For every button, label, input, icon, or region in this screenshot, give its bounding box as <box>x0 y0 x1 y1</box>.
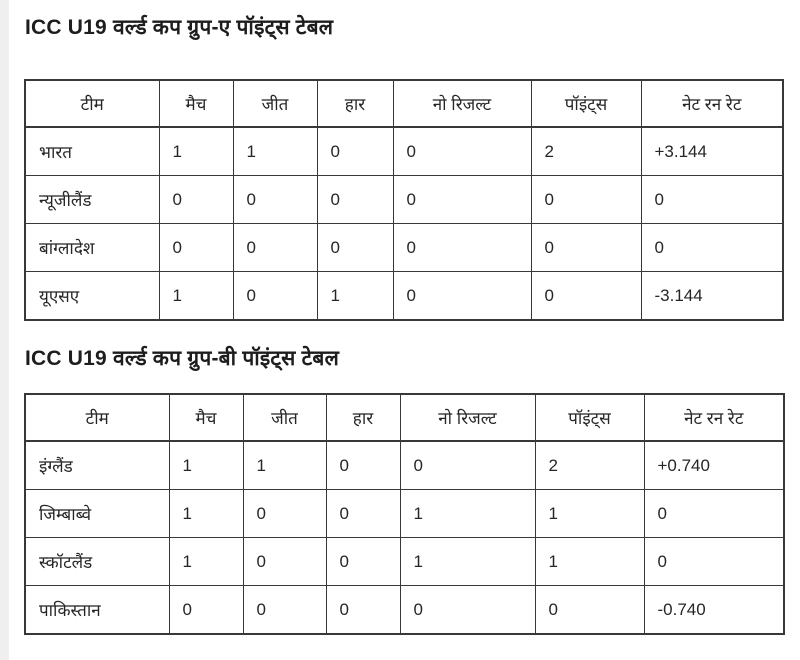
header-row <box>25 80 783 127</box>
stat-cell: 0 <box>535 586 644 635</box>
stat-cell: -0.740 <box>644 586 784 635</box>
content-area <box>24 0 782 635</box>
column-header-no-result: नो रिजल्ट <box>400 394 535 441</box>
stat-cell: 0 <box>644 490 784 538</box>
column-header-wins: जीत <box>233 80 317 127</box>
group-b-title: ICC U19 वर्ल्ड कप ग्रुप-बी पॉइंट्स टेबल <box>25 347 340 370</box>
team-name-cell: न्यूजीलैंड <box>25 176 159 224</box>
stat-cell: 0 <box>233 272 317 321</box>
stat-cell: 0 <box>243 586 326 635</box>
column-header-team: टीम <box>25 80 159 127</box>
stat-cell: 0 <box>317 224 393 272</box>
stat-cell: 0 <box>233 224 317 272</box>
column-header-no-result: नो रिजल्ट <box>393 80 531 127</box>
stat-cell: 0 <box>531 176 641 224</box>
stat-cell: 0 <box>326 538 400 586</box>
stat-cell: 0 <box>641 224 783 272</box>
table-row <box>25 176 783 224</box>
stat-cell: 0 <box>400 586 535 635</box>
stat-cell: +3.144 <box>641 127 783 176</box>
stat-cell: 0 <box>531 272 641 321</box>
column-header-net-run-rate: नेट रन रेट <box>641 80 783 127</box>
stat-cell: 1 <box>317 272 393 321</box>
stat-cell: 0 <box>531 224 641 272</box>
team-name-cell: यूएसए <box>25 272 159 321</box>
stat-cell: 2 <box>531 127 641 176</box>
stat-cell: 1 <box>159 127 233 176</box>
stat-cell: 0 <box>641 176 783 224</box>
table-row <box>25 224 783 272</box>
team-name-cell: इंग्लैंड <box>25 441 169 490</box>
column-header-losses: हार <box>326 394 400 441</box>
stat-cell: 1 <box>169 538 243 586</box>
stat-cell: 0 <box>243 538 326 586</box>
stat-cell: 0 <box>644 538 784 586</box>
stat-cell: 0 <box>393 127 531 176</box>
stat-cell: 0 <box>159 176 233 224</box>
column-header-wins: जीत <box>243 394 326 441</box>
table-row <box>25 441 784 490</box>
stat-cell: 0 <box>393 224 531 272</box>
column-header-matches: मैच <box>169 394 243 441</box>
stat-cell: 0 <box>169 586 243 635</box>
stat-cell: 0 <box>317 176 393 224</box>
stat-cell: 1 <box>535 538 644 586</box>
team-name-cell: पाकिस्तान <box>25 586 169 635</box>
column-header-team: टीम <box>25 394 169 441</box>
stat-cell: +0.740 <box>644 441 784 490</box>
stat-cell: 1 <box>535 490 644 538</box>
table-row <box>25 586 784 635</box>
header-row <box>25 394 784 441</box>
stat-cell: 1 <box>233 127 317 176</box>
stat-cell: 1 <box>159 272 233 321</box>
group-b-points-table <box>24 393 785 635</box>
stat-cell: 0 <box>326 441 400 490</box>
stat-cell: 0 <box>400 441 535 490</box>
group-a-title: ICC U19 वर्ल्ड कप ग्रुप-ए पॉइंट्स टेबल <box>25 16 334 39</box>
stat-cell: 0 <box>243 490 326 538</box>
stat-cell: 0 <box>326 586 400 635</box>
stat-cell: 0 <box>393 176 531 224</box>
stat-cell: 1 <box>400 538 535 586</box>
stat-cell: 1 <box>243 441 326 490</box>
stat-cell: 1 <box>400 490 535 538</box>
stat-cell: 2 <box>535 441 644 490</box>
group-a-points-table <box>24 79 784 321</box>
stat-cell: 0 <box>393 272 531 321</box>
table-row <box>25 272 783 321</box>
column-header-losses: हार <box>317 80 393 127</box>
stat-cell: -3.144 <box>641 272 783 321</box>
stat-cell: 1 <box>169 441 243 490</box>
column-header-matches: मैच <box>159 80 233 127</box>
column-header-net-run-rate: नेट रन रेट <box>644 394 784 441</box>
team-name-cell: जिम्बाब्वे <box>25 490 169 538</box>
stat-cell: 0 <box>317 127 393 176</box>
team-name-cell: भारत <box>25 127 159 176</box>
page-left-margin-strip <box>0 0 9 660</box>
table-row <box>25 538 784 586</box>
stat-cell: 0 <box>159 224 233 272</box>
column-header-points: पॉइंट्स <box>531 80 641 127</box>
column-header-points: पॉइंट्स <box>535 394 644 441</box>
team-name-cell: स्कॉटलैंड <box>25 538 169 586</box>
stat-cell: 0 <box>233 176 317 224</box>
table-row <box>25 490 784 538</box>
table-row <box>25 127 783 176</box>
stat-cell: 0 <box>326 490 400 538</box>
stat-cell: 1 <box>169 490 243 538</box>
team-name-cell: बांग्लादेश <box>25 224 159 272</box>
